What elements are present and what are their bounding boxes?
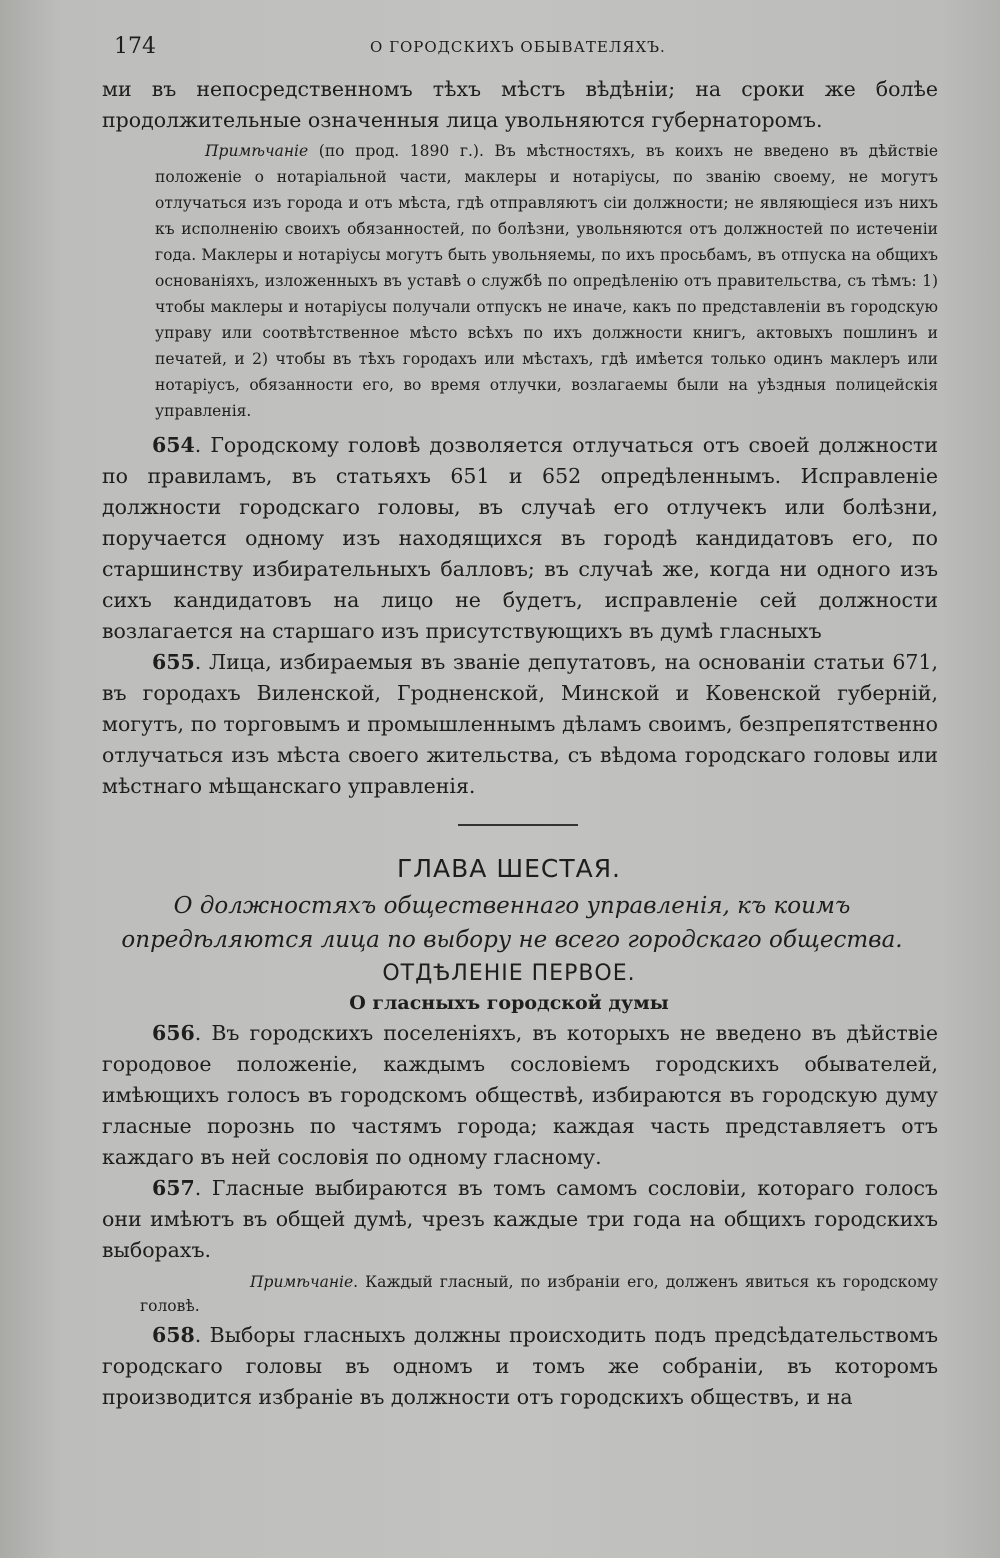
- article-658: [80, 1320, 938, 1413]
- article-text: . Лица, избираемыя въ званіе депутатовъ, на основаніи статьи 671, въ городахъ Виленской, Гродненской, Минской и Ковенской губерній, могутъ, по торговымъ и промышленнымъ дѣламъ своимъ, безпрепятственно отлучаться изъ мѣста своего жительства, съ вѣдома городскаго головы или мѣстнаго мѣщанскаго управленія.: [102, 650, 938, 798]
- running-header: [80, 26, 938, 66]
- note-block: [80, 1270, 938, 1318]
- article-number: 656: [152, 1021, 195, 1045]
- article-656: [80, 1018, 938, 1173]
- note-block: [80, 138, 938, 424]
- article-text: . Выборы гласныхъ должны происходить подъ предсѣдательствомъ городскаго головы въ одномъ и томъ же собраніи, въ которомъ производится избраніе въ должности отъ городскихъ обществъ, и на: [102, 1323, 938, 1409]
- article-text: . Въ городскихъ поселеніяхъ, въ которыхъ не введено въ дѣйствіе городовое положеніе, каждымъ сословіемъ городскихъ обывателей, имѣющихъ голосъ въ городскомъ обществѣ, избираются въ городскую думу гласные порознь по частямъ города; каждая часть представляетъ отъ каждаго въ ней сословія по одному гласному.: [102, 1021, 938, 1169]
- article-text: . Гласные выбираются въ томъ самомъ сословіи, котораго голосъ они имѣютъ въ общей думѣ, чрезъ каждые три года на общихъ городскихъ выборахъ.: [102, 1176, 938, 1262]
- article-number: 654: [152, 433, 195, 457]
- section-divider: [458, 824, 578, 826]
- article-text: . Городскому головѣ дозволяется отлучаться отъ своей должности по правиламъ, въ статьяхъ 651 и 652 опредѣленнымъ. Исправленіе должности городскаго головы, въ случаѣ его отлучекъ или болѣзни, поручается одному изъ находящихся въ городѣ кандидатовъ его, по старшинству избирательныхъ балловъ; въ случаѣ же, когда ни одного изъ сихъ кандидатовъ на лицо не будетъ, исправленіе сей должности возлагается на старшаго изъ присутствующихъ въ думѣ гласныхъ: [102, 433, 938, 643]
- continued-paragraph: ми въ непосредственномъ тѣхъ мѣстъ вѣдѣніи; на сроки же болѣе продолжительные означенныя лица увольняются губернаторомъ.: [102, 77, 938, 132]
- page-number: 174: [114, 34, 156, 59]
- chapter-subtitle: О должностяхъ общественнаго управленія, къ коимъ опредѣляются лица по выбору не всего городскаго общества.: [121, 893, 903, 953]
- article-number: 657: [152, 1176, 195, 1200]
- article-655: [80, 647, 938, 802]
- article-number: 655: [152, 650, 195, 674]
- subsection-title: О гласныхъ городской думы: [349, 992, 669, 1014]
- note-text: (по прод. 1890 г.). Въ мѣстностяхъ, въ коихъ не введено въ дѣйствіе положеніе о нотаріальной части, маклеры и нотаріусы, по званію своему, не могутъ отлучаться изъ города и отъ мѣста, гдѣ отправляютъ сіи должности; не являющіеся изъ нихъ къ исполненію своихъ обязанностей, по болѣзни, увольняются отъ должностей по истеченіи года. Маклеры и нотаріусы могутъ быть увольняемы, по ихъ просьбамъ, въ отпуска на общихъ основаніяхъ, изложенныхъ въ уставѣ о службѣ по опредѣленію отъ правительства, съ тѣмъ: 1) чтобы маклеры и нотаріусы получали отпускъ не иначе, какъ по представленіи въ городскую управу или соотвѣтственное мѣсто всѣхъ по ихъ должности книгъ, актовыхъ пошлинъ и печатей, и 2) чтобы въ тѣхъ городахъ или мѣстахъ, гдѣ имѣется только одинъ маклеръ или нотаріусъ, обязанности его, во время отлучки, возлагаемы были на уѣздныя полицейскія управленія.: [155, 142, 938, 420]
- section-title: ОТДѢЛЕНІЕ ПЕРВОЕ.: [382, 961, 636, 986]
- article-657: [80, 1173, 938, 1266]
- chapter-title: ГЛАВА ШЕСТАЯ.: [396, 854, 622, 883]
- article-654: [80, 430, 938, 647]
- running-title: О ГОРОДСКИХЪ ОБЫВАТЕЛЯХЪ.: [370, 38, 666, 56]
- note-label: Примѣчаніе: [250, 1273, 354, 1291]
- note-label: Примѣчаніе: [205, 142, 309, 160]
- article-number: 658: [152, 1323, 195, 1347]
- note-text: . Каждый гласный, по избраніи его, долженъ явиться къ городскому головѣ.: [140, 1273, 938, 1315]
- note-paragraph: [140, 1270, 938, 1318]
- note-paragraph: [155, 138, 938, 424]
